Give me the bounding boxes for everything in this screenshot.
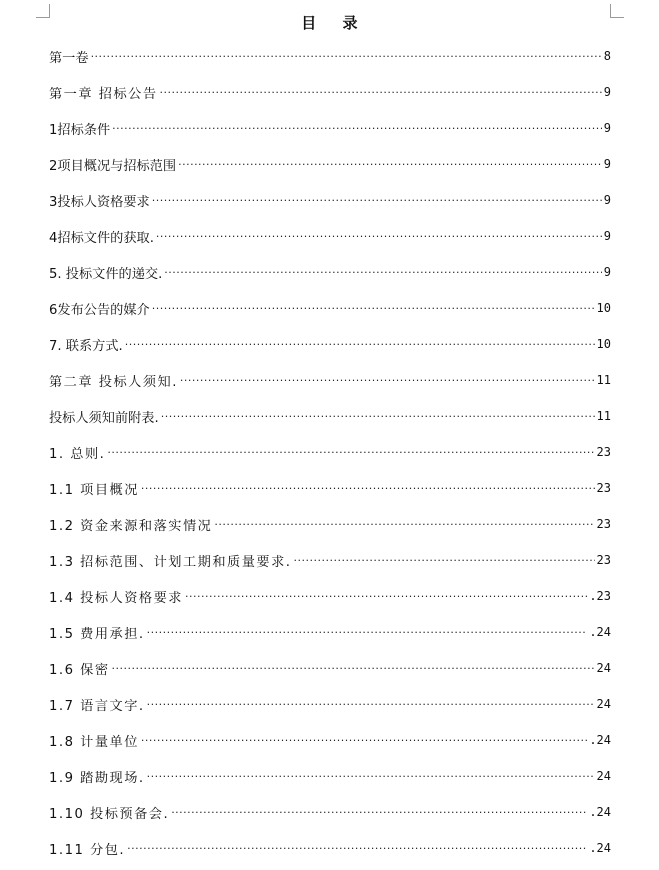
toc-entry[interactable]	[49, 686, 611, 722]
toc-dot-leader	[293, 555, 594, 566]
toc-entry-page-number: 23	[596, 553, 611, 567]
toc-entry-label: 6发布公告的媒介	[49, 302, 150, 318]
toc-entry[interactable]	[49, 182, 611, 218]
toc-entry-label: 3投标人资格要求	[49, 194, 150, 210]
toc-entry[interactable]	[49, 398, 611, 434]
toc-dot-leader	[180, 375, 595, 386]
toc-entry[interactable]	[49, 794, 611, 830]
toc-entry-page-number: 9	[603, 265, 611, 279]
toc-dot-leader	[164, 267, 601, 278]
toc-dot-leader	[147, 699, 595, 710]
toc-entry[interactable]	[49, 362, 611, 398]
toc-entry-label: 第一卷	[49, 50, 89, 66]
toc-entry[interactable]	[49, 506, 611, 542]
toc-entry-label: 1.7 语言文字.	[49, 698, 145, 714]
toc-entry-page-number: .23	[589, 589, 611, 603]
toc-entry[interactable]	[49, 110, 611, 146]
toc-dot-leader	[178, 159, 602, 170]
toc-dot-leader	[107, 447, 594, 458]
toc-entry[interactable]	[49, 614, 611, 650]
toc-dot-leader	[152, 195, 602, 206]
toc-entry[interactable]	[49, 326, 611, 362]
toc-dot-leader	[161, 411, 595, 422]
toc-entry[interactable]	[49, 650, 611, 686]
toc-entry-page-number: 11	[596, 409, 611, 423]
toc-dot-leader	[185, 591, 587, 602]
toc-dot-leader	[141, 483, 595, 494]
table-of-contents	[49, 38, 611, 866]
toc-entry[interactable]	[49, 74, 611, 110]
toc-entry-page-number: .24	[589, 733, 611, 747]
toc-entry-page-number: 8	[603, 49, 611, 63]
toc-entry[interactable]	[49, 218, 611, 254]
toc-entry-label: 1. 总则.	[49, 446, 106, 462]
toc-entry-label: 1.4 投标人资格要求	[49, 590, 183, 606]
toc-entry-label: 1.11 分包.	[49, 842, 126, 858]
toc-entry-label: 5. 投标文件的递交.	[49, 266, 163, 282]
toc-dot-leader	[147, 771, 595, 782]
toc-entry-label: 1.5 费用承担.	[49, 626, 145, 642]
toc-entry-label: 1.1 项目概况	[49, 482, 139, 498]
toc-dot-leader	[125, 339, 595, 350]
toc-dot-leader	[141, 735, 587, 746]
toc-dot-leader	[147, 627, 588, 638]
toc-entry-page-number: 9	[603, 85, 611, 99]
toc-entry[interactable]	[49, 578, 611, 614]
toc-entry-label: 7. 联系方式.	[49, 338, 123, 354]
toc-dot-leader	[160, 87, 602, 98]
toc-entry-page-number: .24	[589, 841, 611, 855]
toc-entry-label: 4招标文件的获取.	[49, 230, 154, 246]
toc-entry[interactable]	[49, 722, 611, 758]
toc-entry-page-number: .24	[589, 625, 611, 639]
toc-dot-leader	[112, 123, 602, 134]
toc-entry-label: 投标人须知前附表.	[49, 410, 159, 426]
toc-entry-page-number: 24	[596, 769, 611, 783]
toc-entry-page-number: 24	[596, 661, 611, 675]
toc-entry-page-number: 11	[596, 373, 611, 387]
toc-entry-label: 1招标条件	[49, 122, 111, 138]
toc-entry[interactable]	[49, 434, 611, 470]
toc-entry[interactable]	[49, 830, 611, 866]
toc-entry-page-number: 10	[596, 301, 611, 315]
toc-dot-leader	[112, 663, 595, 674]
toc-entry-page-number: 9	[603, 229, 611, 243]
toc-entry-label: 第二章 投标人须知.	[49, 374, 178, 390]
toc-entry-label: 1.6 保密	[49, 662, 110, 678]
toc-dot-leader	[127, 843, 587, 854]
toc-entry-page-number: 23	[596, 445, 611, 459]
toc-entry-page-number: 23	[596, 517, 611, 531]
toc-title-part-1: 目	[301, 14, 317, 32]
toc-entry-label: 1.9 踏勘现场.	[49, 770, 145, 786]
toc-dot-leader	[171, 807, 587, 818]
toc-entry-page-number: 23	[596, 481, 611, 495]
toc-entry-label: 2项目概况与招标范围	[49, 158, 177, 174]
toc-entry-page-number: 9	[603, 121, 611, 135]
toc-dot-leader	[156, 231, 602, 242]
toc-entry-page-number: 9	[603, 157, 611, 171]
toc-entry[interactable]	[49, 146, 611, 182]
toc-dot-leader	[152, 303, 595, 314]
toc-dot-leader	[91, 51, 602, 62]
toc-entry-label: 第一章 招标公告	[49, 86, 158, 102]
toc-entry[interactable]	[49, 38, 611, 74]
toc-dot-leader	[214, 519, 594, 530]
toc-title-part-2: 录	[342, 14, 358, 32]
toc-entry-label: 1.10 投标预备会.	[49, 806, 170, 822]
toc-entry[interactable]	[49, 470, 611, 506]
toc-entry[interactable]	[49, 542, 611, 578]
toc-entry[interactable]	[49, 290, 611, 326]
toc-entry-label: 1.3 招标范围、计划工期和质量要求.	[49, 554, 292, 570]
toc-entry-page-number: 10	[596, 337, 611, 351]
toc-entry-label: 1.8 计量单位	[49, 734, 139, 750]
toc-entry[interactable]	[49, 254, 611, 290]
toc-entry-page-number: .24	[589, 805, 611, 819]
toc-entry-page-number: 9	[603, 193, 611, 207]
toc-entry[interactable]	[49, 758, 611, 794]
toc-title	[0, 12, 659, 33]
toc-entry-page-number: 24	[596, 697, 611, 711]
toc-entry-label: 1.2 资金来源和落实情况	[49, 518, 213, 534]
